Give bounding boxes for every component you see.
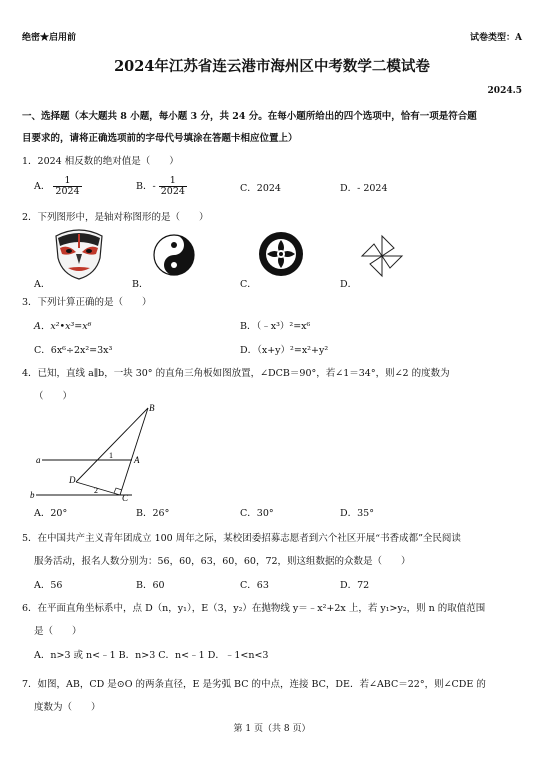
label-angle-1: 1 [109, 451, 113, 460]
q1-option-d: D．- 2024 [340, 183, 388, 194]
q7-stem-cont: 度数为（ ） [34, 702, 101, 713]
label-b: b [30, 490, 35, 500]
q4-stem: 4．已知，直线 a∥b，一块 30° 的直角三角板如图放置，∠DCB＝90°，若∠1＝34°，则∠2 的度数为 [22, 368, 450, 379]
q6-stem: 6．在平面直角坐标系中，点 D（n，y₁），E（3，y₂）在抛物线 y＝﹣x²+2x 上，若 y₁>y₂，则 n 的取值范围 [22, 603, 486, 614]
q4-option-d: D．35° [340, 508, 374, 519]
pinwheel-image [358, 233, 406, 279]
q3-stem: 3．下列计算正确的是（ ） [22, 297, 152, 308]
q2-option-b: B． [132, 279, 149, 290]
q4-geometry-figure [28, 402, 168, 502]
label-a: a [36, 455, 41, 465]
section-heading-line1: 一、选择题（本大题共 8 小题，每小题 3 分，共 24 分。在每小题所给出的四个选项中，恰有一项是符合题 [22, 111, 477, 122]
confidential-mark: 绝密★启用前 [22, 33, 77, 43]
q1-option-b-label: B．- [136, 180, 156, 192]
q3-option-b: B．（﹣x³）²=x⁶ [240, 321, 311, 332]
label-angle-2: 2 [94, 486, 98, 495]
q2-option-a: A． [34, 279, 51, 290]
q5-option-c: C．63 [240, 580, 269, 591]
paper-cut-flower-image [257, 230, 305, 278]
q3-option-c: C．6x⁶÷2x²=3x³ [34, 345, 113, 356]
q5-stem-cont: 服务活动，报名人数分别为：56，60，63，60，60，72，则这组数据的众数是（ ） [34, 556, 411, 567]
exam-date: 2024.5 [487, 86, 522, 96]
paper-type: 试卷类型：A [470, 33, 522, 43]
q5-option-a: A．56 [34, 580, 63, 591]
q3-option-a: A．x²•x³=x⁶ [34, 321, 92, 332]
q1-option-c: C．2024 [240, 183, 281, 194]
q6-stem-cont: 是（ ） [34, 626, 82, 637]
q5-option-b: B．60 [136, 580, 165, 591]
q1-option-b [136, 176, 187, 197]
q7-stem: 7．如图，AB，CD 是⊙O 的两条直径，E 是劣弧 BC 的中点，连接 BC，DE．若∠ABC＝22°，则∠CDE 的 [22, 679, 486, 690]
page-title: 2024年江苏省连云港市海州区中考数学二模试卷 [114, 58, 430, 75]
q1-a-numerator: 1 [53, 176, 81, 187]
q3-option-d: D．（x+y）²=x²+y² [240, 345, 329, 356]
label-A: A [134, 455, 140, 465]
label-B: B [149, 403, 155, 413]
q6-options: A．n>3 或 n<﹣1 B．n>3 C．n<﹣1 D．﹣1<n<3 [34, 650, 269, 661]
q1-a-denominator: 2024 [55, 185, 80, 197]
q4-stem-cont: （ ） [34, 391, 73, 402]
page-footer: 第 1 页（共 8 页） [233, 724, 311, 734]
label-C: C [122, 493, 129, 502]
yin-yang-image [152, 233, 196, 277]
q4-option-c: C．30° [240, 508, 274, 519]
opera-mask-image [50, 228, 108, 280]
q2-option-d: D． [340, 279, 358, 290]
q1-b-denominator: 2024 [160, 185, 185, 197]
q5-option-d: D．72 [340, 580, 370, 591]
segment-bc [120, 408, 148, 495]
segment-bd [76, 408, 148, 482]
q1-stem: 1．2024 相反数的绝对值是（ ） [22, 156, 179, 167]
q4-option-b: B．26° [136, 508, 170, 519]
q4-option-a: A．20° [34, 508, 68, 519]
q1-option-a-fraction [53, 176, 81, 197]
q2-stem: 2．下列图形中，是轴对称图形的是（ ） [22, 212, 209, 223]
segment-dc [76, 482, 120, 495]
q5-stem: 5．在中国共产主义青年团成立 100 周年之际，某校团委招募志愿者到六个社区开展“书香成都”全民阅读 [22, 533, 461, 544]
q1-option-a [34, 176, 82, 197]
q1-option-b-fraction [159, 176, 187, 197]
label-D: D [69, 475, 76, 485]
q2-option-c: C． [240, 279, 257, 290]
section-heading-line2: 目要求的，请将正确选项前的字母代号填涂在答题卡相应位置上） [22, 133, 298, 144]
q1-option-a-label: A． [34, 180, 51, 192]
q1-b-numerator: 1 [159, 176, 187, 187]
